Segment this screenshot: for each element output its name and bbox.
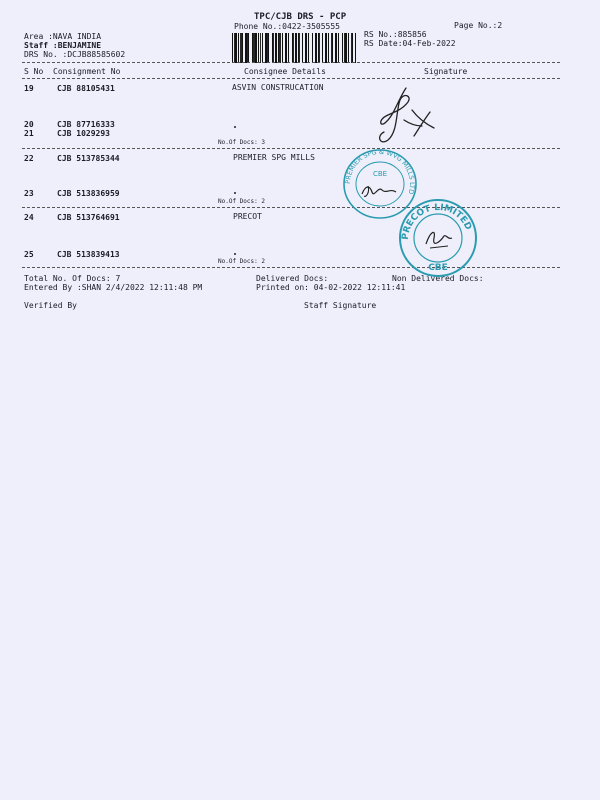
row-sno: 25 bbox=[24, 250, 34, 259]
dot-mark bbox=[234, 126, 236, 128]
premier-stamp-ring-text: PREMIER SPG & WVG MILLS LTD bbox=[343, 147, 417, 196]
row-consignment: CJB 513764691 bbox=[57, 213, 120, 222]
total-docs: Total No. Of Docs: 7 bbox=[24, 274, 121, 283]
row-sno: 19 bbox=[24, 84, 34, 93]
document-title: TPC/CJB DRS - PCP bbox=[254, 12, 347, 22]
staff-label: Staff :BENJAMINE bbox=[24, 41, 102, 50]
col-consignment: Consignment No bbox=[53, 67, 121, 76]
row-sno: 20 bbox=[24, 120, 34, 129]
barcode-overlay bbox=[232, 33, 356, 63]
row-sno: 21 bbox=[24, 129, 34, 138]
phone-number: Phone No.:0422-3505555 bbox=[234, 22, 340, 31]
col-signature: Signature bbox=[424, 67, 468, 76]
precot-stamp bbox=[396, 198, 480, 278]
delivered-docs: Delivered Docs: bbox=[256, 274, 329, 283]
row-consignment: CJB 513836959 bbox=[57, 189, 120, 198]
row-consignment: CJB 88105431 bbox=[57, 84, 115, 93]
row-consignment: CJB 513785344 bbox=[57, 154, 120, 163]
entered-by: Entered By :SHAN 2/4/2022 12:11:48 PM bbox=[24, 283, 203, 292]
row-consignee: PRECOT bbox=[233, 212, 262, 221]
row-consignee: PREMIER SPG MILLS bbox=[233, 153, 315, 162]
docs-count: No.Of Docs: 2 bbox=[218, 258, 265, 265]
page-number: Page No.:2 bbox=[454, 21, 503, 30]
row-sno: 22 bbox=[24, 154, 34, 163]
divider bbox=[22, 148, 560, 149]
premier-stamp-center-text: CBE bbox=[372, 170, 388, 178]
row-sno: 23 bbox=[24, 189, 34, 198]
row-consignment: CJB 87716333 bbox=[57, 120, 115, 129]
docs-count: No.Of Docs: 3 bbox=[218, 139, 265, 146]
row-consignee: ASVIN CONSTRUCATION bbox=[232, 83, 324, 92]
col-sno: S No bbox=[24, 67, 44, 76]
row-consignment: CJB 1029293 bbox=[57, 129, 110, 138]
precot-stamp-bottom-text: CBE bbox=[428, 263, 448, 273]
divider bbox=[22, 78, 560, 79]
dot-mark bbox=[234, 192, 236, 194]
area-label: Area :NAVA INDIA bbox=[24, 32, 102, 41]
dot-mark bbox=[234, 253, 236, 255]
rs-date: RS Date:04-Feb-2022 bbox=[364, 39, 456, 48]
printed-on: Printed on: 04-02-2022 12:11:41 bbox=[256, 283, 406, 292]
precot-stamp-top-text: PRECOT LIMITED bbox=[400, 202, 474, 241]
docs-count: No.Of Docs: 2 bbox=[218, 198, 265, 205]
divider bbox=[22, 62, 560, 63]
col-consignee: Consignee Details bbox=[244, 67, 326, 76]
drs-number: DRS No. :DCJB88585602 bbox=[24, 50, 126, 59]
row-sno: 24 bbox=[24, 213, 34, 222]
rs-number: RS No.:885856 bbox=[364, 30, 427, 39]
staff-signature: Staff Signature bbox=[304, 301, 377, 310]
non-delivered-docs: Non Delivered Docs: bbox=[392, 274, 484, 283]
row-consignment: CJB 513839413 bbox=[57, 250, 120, 259]
verified-by: Verified By bbox=[24, 301, 77, 310]
